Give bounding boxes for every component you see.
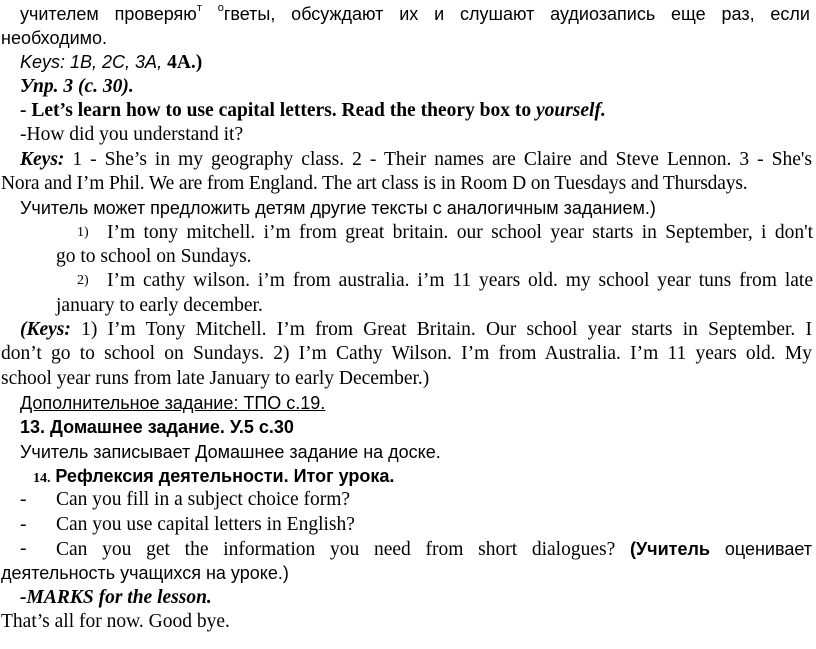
line-2-text: необходимо. xyxy=(1,28,108,48)
closing-text: That’s all for now. Good bye. xyxy=(1,611,230,632)
additional-task-text: Дополнительное задание: ТПО с.19. xyxy=(20,393,326,413)
text-line-8 xyxy=(1,172,748,196)
reflection-heading xyxy=(33,464,394,491)
line-16-text: school year runs from late January to early December.) xyxy=(1,368,430,389)
text-line-15 xyxy=(1,342,812,366)
text-line-11 xyxy=(56,245,252,269)
text-line-9 xyxy=(20,196,656,220)
question-1-text: Can you fill in a subject choice form? xyxy=(56,489,351,510)
line-7-text: 1 - She’s in my geography class. 2 - Their names are Claire and Steve Lennon. 3 - She's xyxy=(64,149,812,170)
text-line-6 xyxy=(20,123,243,147)
question-1 xyxy=(20,488,27,512)
line-1-end: гветы, обсуждают их и слушают аудиозапись еще раз, если xyxy=(223,4,810,24)
question-3-body xyxy=(56,537,812,561)
question-3-teacher: (Учитель xyxy=(629,539,710,559)
list-item-1-text: I’m tony mitchell. i’m from great britain. our school year starts in September, i don't xyxy=(107,222,813,243)
question-1-body xyxy=(56,488,350,512)
line-8-text: Nora and I’m Phil. We are from England. The art class is in Room D on Tuesdays and Thursdays. xyxy=(1,173,748,194)
line-1-start: учителем проверяю xyxy=(20,4,197,24)
line-1-superscript-1: т xyxy=(196,2,202,14)
text-line-19 xyxy=(20,440,441,464)
text-line-14 xyxy=(20,318,812,342)
text-line-5 xyxy=(20,99,606,123)
homework-heading xyxy=(20,415,294,439)
list-item-1-num-text: 1) xyxy=(77,225,89,240)
list-item-2-text: I’m cathy wilson. i’m from australia. i’m 11 years old. my school year tuns from late xyxy=(107,270,813,291)
question-2-dash: - xyxy=(20,514,27,535)
question-3 xyxy=(20,537,27,561)
text-line-24 xyxy=(1,561,289,585)
marks-text: -MARKS for the lesson. xyxy=(20,587,212,608)
homework-heading-text: 13. Домашнее задание. У.5 с.30 xyxy=(20,417,294,437)
additional-task xyxy=(20,391,325,415)
question-3-dash: - xyxy=(20,538,27,559)
text-line-1 xyxy=(20,2,810,26)
exercise-heading xyxy=(20,75,134,99)
list-item-2-number xyxy=(77,269,89,293)
line-9-text: Учитель может предложить детям другие тексты с аналогичным заданием.) xyxy=(20,198,656,218)
text-line-7 xyxy=(20,148,812,172)
line-6-text: -How did you understand it? xyxy=(20,124,244,145)
text-line-16 xyxy=(1,367,429,391)
question-2 xyxy=(20,513,27,537)
marks-line xyxy=(20,586,212,610)
line-19-text: Учитель записывает Домашнее задание на доске. xyxy=(20,442,441,462)
exercise-heading-text: Упр. 3 (с. 30). xyxy=(20,76,134,97)
line-1-superscript-2: о xyxy=(217,2,224,14)
text-line-2 xyxy=(1,26,107,50)
question-2-text: Can you use capital letters in English? xyxy=(56,514,355,535)
line-5-italic: yourself. xyxy=(535,100,606,121)
keys-answers: Keys: 1B, 2C, 3A, xyxy=(20,52,168,72)
question-3-text: Can you get the information you need from short dialogues? xyxy=(56,539,630,560)
line-5-text: - Let’s learn how to use capital letters. Read the theory box to xyxy=(20,100,536,121)
line-14-text: 1) I’m Tony Mitchell. I’m from Great Britain. Our school year starts in September. I xyxy=(70,319,812,340)
text-line-13 xyxy=(56,294,263,318)
reflection-heading-text: Рефлексия деятельности. Итог урока. xyxy=(55,466,395,486)
keys-label-2: (Keys: xyxy=(20,319,71,340)
line-13-text: january to early december. xyxy=(56,295,263,316)
question-3-tail: оценивает xyxy=(710,539,812,559)
closing-line xyxy=(1,610,230,634)
line-15-text: don’t go to school on Sundays. 2) I’m Cathy Wilson. I’m from Australia. I’m 11 years old. My xyxy=(1,343,812,364)
keys-label: Keys: xyxy=(20,149,65,170)
reflection-number: 14. xyxy=(33,471,51,486)
list-item-2-num-text: 2) xyxy=(77,273,89,288)
question-1-dash: - xyxy=(20,489,27,510)
list-item-2 xyxy=(107,269,813,293)
text-line-3-keys xyxy=(20,50,202,75)
list-item-1 xyxy=(107,221,813,245)
line-11-text: go to school on Sundays. xyxy=(56,246,252,267)
question-2-body xyxy=(56,513,355,537)
keys-answers-end: 4A.) xyxy=(167,52,203,73)
line-24-text: деятельность учащихся на уроке.) xyxy=(1,563,289,583)
list-item-1-number xyxy=(77,221,89,245)
